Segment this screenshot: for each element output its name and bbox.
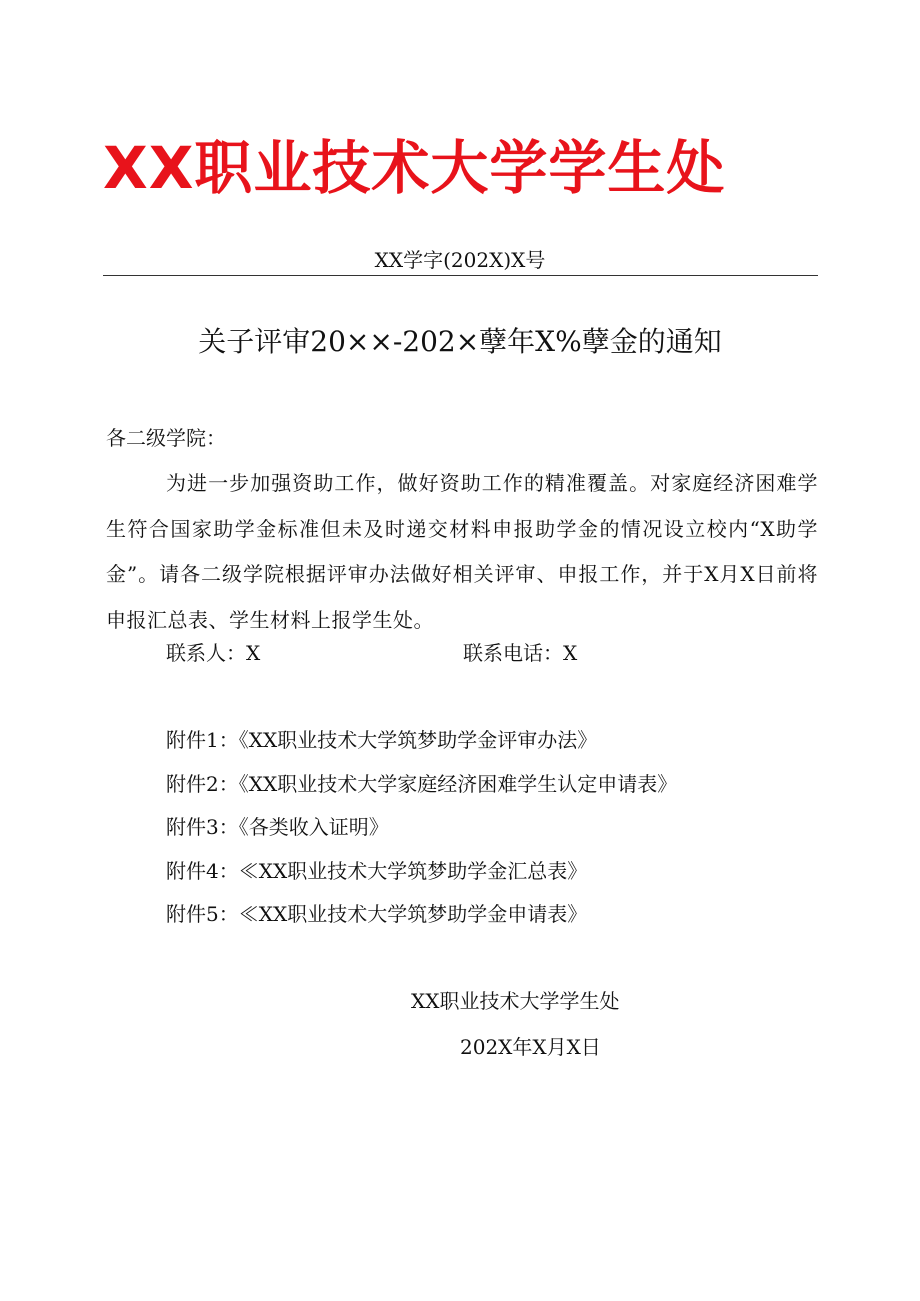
- document-number: XX学字(202X)X号: [374, 248, 546, 272]
- body-paragraph: 为进一步加强资助工作，做好资助工作的精准覆盖。对家庭经济困难学生符合国家助学金标准但未及时递交材料申报助学金的情况设立校内“X助学金”。请各二级学院根据评审办法做好相关评审、申报工作，并于X月X日前将申报汇总表、学生材料上报学生处。: [106, 471, 818, 632]
- contact-phone: 联系电话：X: [463, 641, 578, 665]
- notice-title: 关子评审20××-202×孽年X%孽金的通知: [198, 325, 722, 358]
- header-divider: [103, 275, 818, 276]
- attachment-list: [166, 719, 677, 937]
- contact-person: 联系人：X: [166, 641, 261, 665]
- org-header-title: XX职业技术大学学生处: [103, 134, 726, 202]
- attachment-item: 附件4：≪XX职业技术大学筑梦助学金汇总表》: [166, 858, 588, 883]
- attachment-item: 附件2：《XX职业技术大学家庭经济困难学生认定申请表》: [166, 771, 678, 796]
- attachment-item: 附件1：《XX职业技术大学筑梦助学金评审办法》: [166, 728, 598, 752]
- signature-date: 202X年X月X日: [460, 1035, 601, 1059]
- attachment-item: 附件5：≪XX职业技术大学筑梦助学金申请表》: [166, 902, 588, 926]
- signature-org: XX职业技术大学学生处: [411, 989, 620, 1013]
- attachment-item: 附件3：《各类收入证明》: [166, 815, 389, 839]
- salutation: 各二级学院：: [106, 426, 226, 450]
